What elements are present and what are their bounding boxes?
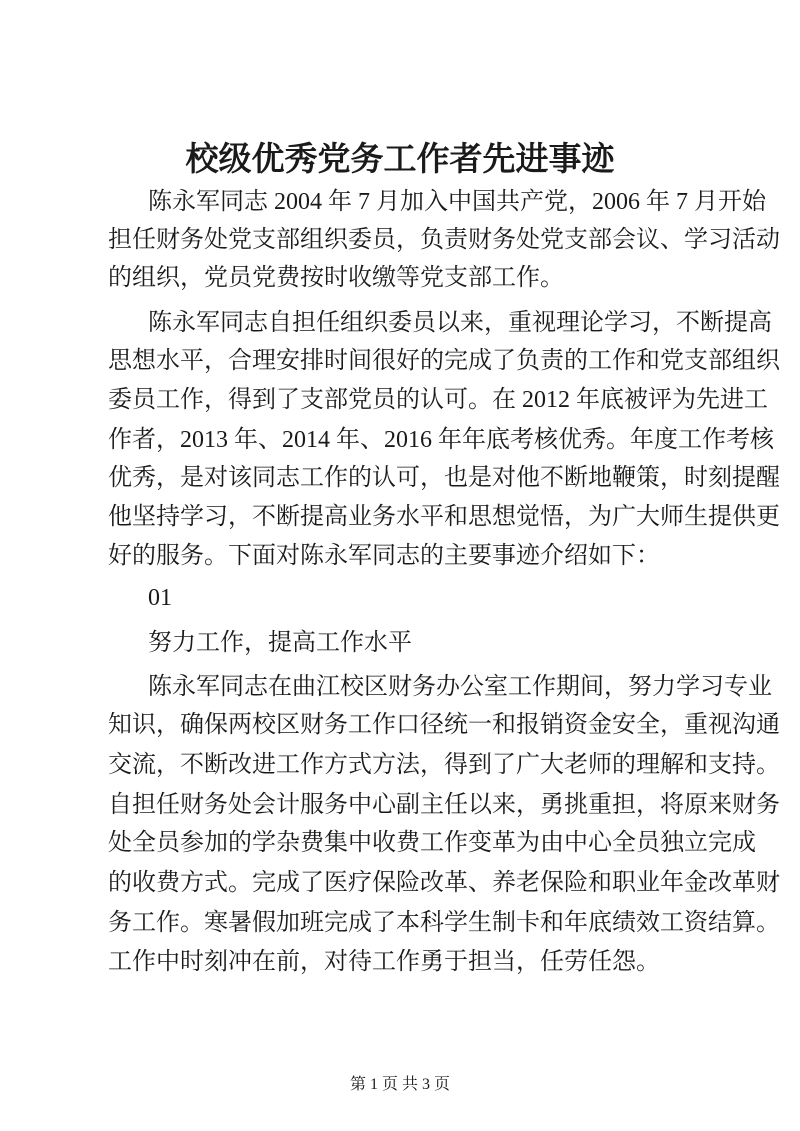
paragraph-line: 的收费方式。完成了医疗保险改革、养老保险和职业年金改革财: [108, 870, 780, 896]
paragraph-line: 处全员参加的学杂费集中收费工作变革为由中心全员独立完成: [108, 830, 756, 856]
paragraph-line: 思想水平，合理安排时间很好的完成了负责的工作和党支部组织: [108, 348, 780, 374]
page-footer: 第 1 页 共 3 页: [349, 1076, 450, 1093]
paragraph-line: 陈永军同志 2004 年 7 月加入中国共产党，2006 年 7 月开始: [148, 189, 766, 215]
paragraph-line: 自担任财务处会计服务中心副主任以来，勇挑重担，将原来财务: [108, 792, 780, 818]
paragraph-line: 他坚持学习，不断提高业务水平和思想觉悟，为广大师生提供更: [108, 504, 780, 530]
document-title: 校级优秀党务工作者先进事迹: [185, 142, 615, 178]
paragraph-line: 担任财务处党支部组织委员，负责财务处党支部会议、学习活动: [108, 227, 780, 253]
paragraph-line: 陈永军同志自担任组织委员以来，重视理论学习，不断提高: [148, 310, 772, 336]
section-heading: 努力工作，提高工作水平: [148, 630, 412, 656]
paragraph-line: 委员工作，得到了支部党员的认可。在 2012 年底被评为先进工: [108, 387, 768, 413]
paragraph-line: 知识，确保两校区财务工作口径统一和报销资金安全，重视沟通: [108, 712, 780, 738]
paragraph-line: 好的服务。下面对陈永军同志的主要事迹介绍如下：: [108, 543, 660, 569]
paragraph-line: 务工作。寒暑假加班完成了本科学生制卡和年底绩效工资结算。: [108, 910, 780, 936]
section-number: 01: [148, 585, 172, 611]
paragraph-line: 作者，2013 年、2014 年、2016 年年底考核优秀。年度工作考核: [108, 427, 774, 453]
paragraph-line: 陈永军同志在曲江校区财务办公室工作期间，努力学习专业: [148, 674, 772, 700]
paragraph-line: 优秀，是对该同志工作的认可，也是对他不断地鞭策，时刻提醒: [108, 465, 780, 491]
paragraph-line: 工作中时刻冲在前，对待工作勇于担当，任劳任怨。: [108, 949, 660, 975]
paragraph-line: 的组织，党员党费按时收缴等党支部工作。: [108, 265, 564, 291]
paragraph-line: 交流，不断改进工作方式方法，得到了广大老师的理解和支持。: [108, 752, 780, 778]
